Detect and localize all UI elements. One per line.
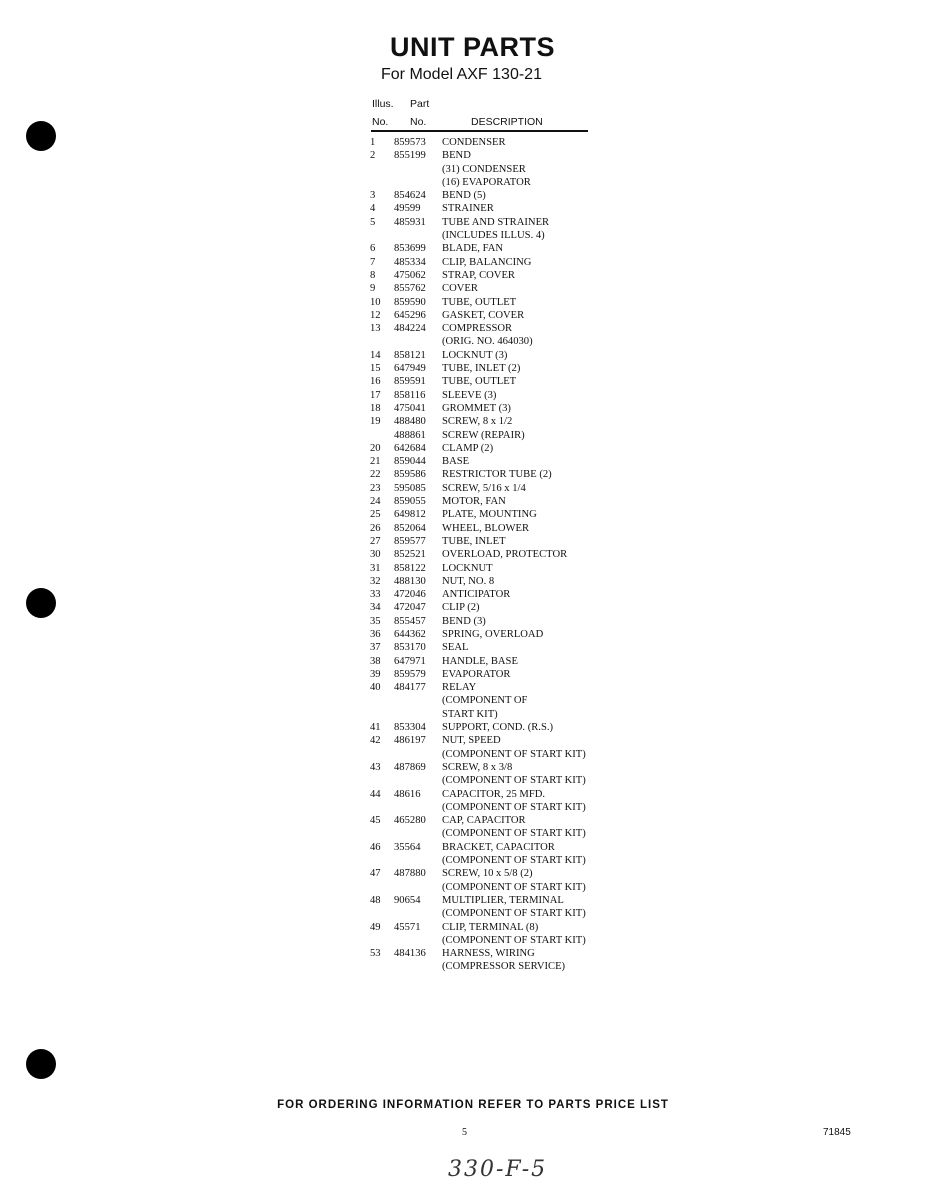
description-line: SCREW, 8 x 3/8 (442, 761, 513, 773)
illus-number: 47 (370, 868, 381, 880)
part-row (370, 216, 630, 243)
part-description (442, 202, 630, 215)
illus-header-bottom: No. (372, 116, 389, 128)
part-number: 48616 (394, 788, 421, 800)
illus-header-top: Illus. (372, 98, 394, 110)
part-number: 858122 (394, 562, 426, 574)
part-row (370, 562, 630, 575)
illus-number: 6 (370, 243, 376, 255)
part-description (442, 575, 630, 588)
description-line: BRACKET, CAPACITOR (442, 841, 555, 853)
part-description (442, 375, 630, 388)
part-number: 465280 (394, 815, 426, 827)
part-description (442, 402, 630, 415)
description-line: LOCKNUT (3) (442, 349, 508, 361)
illus-number: 23 (370, 482, 381, 494)
part-description (442, 429, 630, 442)
description-line: SCREW, 10 x 5/8 (2) (442, 868, 533, 880)
description-line: CAP, CAPACITOR (442, 815, 526, 827)
part-number: 484177 (394, 682, 426, 694)
part-number: 859586 (394, 469, 426, 481)
description-line: PLATE, MOUNTING (442, 509, 537, 521)
part-description (442, 309, 630, 322)
description-line: HANDLE, BASE (442, 655, 518, 667)
part-row (370, 668, 630, 681)
part-description (442, 681, 630, 721)
description-line: BEND (442, 150, 471, 162)
description-line: TUBE AND STRAINER (442, 216, 550, 228)
illus-number: 26 (370, 522, 381, 534)
part-number: 642684 (394, 442, 426, 454)
illus-number: 5 (370, 216, 376, 228)
illus-number: 45 (370, 815, 381, 827)
part-row (370, 535, 630, 548)
part-row (370, 522, 630, 535)
part-description (442, 814, 630, 841)
illus-number: 48 (370, 894, 381, 906)
part-number: 858121 (394, 349, 426, 361)
part-description (442, 641, 630, 654)
description-line: TUBE, OUTLET (442, 376, 517, 388)
part-description (442, 269, 630, 282)
part-description (442, 482, 630, 495)
illus-number: 18 (370, 402, 381, 414)
description-line: TUBE, INLET (2) (442, 363, 521, 375)
illus-number: 49 (370, 921, 381, 933)
part-row (370, 601, 630, 614)
part-number: 855457 (394, 615, 426, 627)
description-line: SEAL (442, 642, 469, 654)
part-row (370, 761, 630, 788)
part-number: 487869 (394, 761, 426, 773)
part-description (442, 947, 630, 974)
document-number: 71845 (823, 1127, 851, 1138)
illus-number: 41 (370, 722, 381, 734)
description-line: STRAP, COVER (442, 269, 515, 281)
part-row (370, 375, 630, 388)
illus-number: 9 (370, 283, 376, 295)
description-line: BEND (5) (442, 190, 486, 202)
part-row (370, 615, 630, 628)
description-line: NUT, SPEED (442, 735, 501, 747)
description-header: DESCRIPTION (471, 116, 543, 128)
part-description (442, 655, 630, 668)
part-row (370, 588, 630, 601)
part-row (370, 894, 630, 921)
part-description (442, 668, 630, 681)
description-line: BEND (3) (442, 615, 486, 627)
illus-number: 22 (370, 469, 381, 481)
part-row (370, 282, 630, 295)
part-row (370, 242, 630, 255)
illus-number: 36 (370, 628, 381, 640)
part-description (442, 841, 630, 868)
part-number: 647971 (394, 655, 426, 667)
description-line: (COMPONENT OF START KIT) (442, 748, 586, 760)
part-row (370, 256, 630, 269)
description-line: CLAMP (2) (442, 442, 494, 454)
part-row (370, 628, 630, 641)
illus-number: 17 (370, 389, 381, 401)
part-number: 484136 (394, 948, 426, 960)
description-line: (COMPONENT OF START KIT) (442, 855, 586, 867)
description-line: RESTRICTOR TUBE (2) (442, 469, 552, 481)
part-description (442, 149, 630, 189)
part-number: 645296 (394, 309, 426, 321)
description-line: (ORIG. NO. 464030) (442, 336, 533, 348)
description-line: (INCLUDES ILLUS. 4) (442, 230, 545, 242)
part-number: 859579 (394, 668, 426, 680)
part-row (370, 468, 630, 481)
binder-hole-top (26, 121, 56, 151)
illus-number: 39 (370, 668, 381, 680)
part-number: 595085 (394, 482, 426, 494)
part-row (370, 575, 630, 588)
part-row (370, 867, 630, 894)
description-line: (COMPONENT OF START KIT) (442, 775, 586, 787)
illus-number: 4 (370, 203, 376, 215)
illus-number: 3 (370, 190, 376, 202)
illus-number: 44 (370, 788, 381, 800)
description-line: COVER (442, 283, 478, 295)
handwritten-note: 330-F-5 (448, 1157, 548, 1182)
part-row (370, 655, 630, 668)
illus-number: 12 (370, 309, 381, 321)
illus-number: 10 (370, 296, 381, 308)
part-description (442, 216, 630, 243)
part-description (442, 242, 630, 255)
part-number: 649812 (394, 509, 426, 521)
part-description (442, 415, 630, 428)
binder-hole-bottom (26, 1049, 56, 1079)
illus-number: 15 (370, 363, 381, 375)
part-row (370, 921, 630, 948)
part-number: 49599 (394, 203, 421, 215)
part-description (442, 734, 630, 761)
illus-number: 13 (370, 323, 381, 335)
part-description (442, 442, 630, 455)
description-line: SLEEVE (3) (442, 389, 497, 401)
illus-number: 27 (370, 535, 381, 547)
part-description (442, 349, 630, 362)
description-line: COMPRESSOR (442, 323, 513, 335)
part-number: 485334 (394, 256, 426, 268)
part-description (442, 322, 630, 349)
illus-number: 19 (370, 416, 381, 428)
illus-number: 7 (370, 256, 376, 268)
part-number: 852064 (394, 522, 426, 534)
part-header-bottom: No. (410, 116, 427, 128)
part-description (442, 601, 630, 614)
description-line: SPRING, OVERLOAD (442, 628, 544, 640)
part-row (370, 442, 630, 455)
part-row (370, 362, 630, 375)
description-line: NUT, NO. 8 (442, 575, 495, 587)
illus-number: 31 (370, 562, 381, 574)
part-row (370, 415, 630, 428)
description-line: (31) CONDENSER (442, 163, 526, 175)
part-description (442, 894, 630, 921)
part-row (370, 349, 630, 362)
part-number: 852521 (394, 549, 426, 561)
illus-number: 1 (370, 137, 376, 148)
part-description (442, 508, 630, 521)
description-line: (COMPONENT OF START KIT) (442, 881, 586, 893)
part-row (370, 508, 630, 521)
part-row (370, 269, 630, 282)
illus-number: 25 (370, 509, 381, 521)
part-number: 475062 (394, 269, 426, 281)
part-number: 855199 (394, 150, 426, 162)
illus-number: 8 (370, 269, 376, 281)
part-row (370, 402, 630, 415)
illus-number: 33 (370, 589, 381, 601)
part-row (370, 455, 630, 468)
description-line: CLIP, BALANCING (442, 256, 532, 268)
description-line: SUPPORT, COND. (R.S.) (442, 722, 554, 734)
illus-number: 37 (370, 642, 381, 654)
description-line: (COMPRESSOR SERVICE) (442, 961, 566, 973)
part-description (442, 468, 630, 481)
part-number: 855762 (394, 283, 426, 295)
illus-number: 16 (370, 376, 381, 388)
part-row (370, 681, 630, 721)
part-description (442, 256, 630, 269)
illus-number: 35 (370, 615, 381, 627)
description-line: SCREW, 8 x 1/2 (442, 416, 513, 428)
part-description (442, 562, 630, 575)
part-row (370, 495, 630, 508)
part-number: 35564 (394, 841, 421, 853)
description-line: ANTICIPATOR (442, 589, 511, 601)
illus-number: 14 (370, 349, 381, 361)
part-row (370, 482, 630, 495)
part-description (442, 535, 630, 548)
description-line: CLIP, TERMINAL (8) (442, 921, 539, 933)
part-number: 485931 (394, 216, 426, 228)
part-row (370, 429, 630, 442)
part-row (370, 734, 630, 761)
part-description (442, 788, 630, 815)
illus-number: 2 (370, 150, 376, 162)
part-row (370, 136, 630, 149)
part-number: 488130 (394, 575, 426, 587)
part-description (442, 189, 630, 202)
description-line: (COMPONENT OF START KIT) (442, 934, 586, 946)
illus-number: 38 (370, 655, 381, 667)
part-number: 854624 (394, 190, 426, 202)
description-line: CONDENSER (442, 137, 506, 148)
parts-list (370, 136, 630, 974)
part-description (442, 867, 630, 894)
ordering-note: FOR ORDERING INFORMATION REFER TO PARTS PRICE LIST (277, 1099, 669, 1111)
part-number: 486197 (394, 735, 426, 747)
description-line: EVAPORATOR (442, 668, 511, 680)
description-line: TUBE, INLET (442, 535, 506, 547)
part-number: 90654 (394, 894, 421, 906)
part-number: 859573 (394, 137, 426, 148)
description-line: BASE (442, 456, 470, 468)
part-number: 859591 (394, 376, 426, 388)
part-number: 859577 (394, 535, 426, 547)
part-row (370, 309, 630, 322)
part-number: 484224 (394, 323, 426, 335)
description-line: (COMPONENT OF START KIT) (442, 801, 586, 813)
part-description (442, 495, 630, 508)
page-number: 5 (462, 1127, 467, 1138)
part-description (442, 282, 630, 295)
part-number: 647949 (394, 363, 426, 375)
illus-number: 34 (370, 602, 381, 614)
description-line: GROMMET (3) (442, 402, 511, 414)
description-line: TUBE, OUTLET (442, 296, 517, 308)
part-number: 45571 (394, 921, 421, 933)
description-line: MOTOR, FAN (442, 496, 506, 508)
part-description (442, 721, 630, 734)
description-line: HARNESS, WIRING (442, 948, 535, 960)
part-description (442, 296, 630, 309)
part-row (370, 389, 630, 402)
description-line: (COMPONENT OF START KIT) (442, 908, 586, 920)
description-line: CLIP (2) (442, 602, 480, 614)
description-line: WHEEL, BLOWER (442, 522, 530, 534)
part-number: 472047 (394, 602, 426, 614)
description-line: (COMPONENT OF (442, 695, 528, 707)
part-row (370, 788, 630, 815)
part-row (370, 814, 630, 841)
part-description (442, 761, 630, 788)
part-row (370, 149, 630, 189)
illus-number: 43 (370, 761, 381, 773)
part-row (370, 322, 630, 349)
illus-number (370, 429, 394, 442)
part-number: 488861 (394, 429, 426, 441)
illus-number: 20 (370, 442, 381, 454)
part-description (442, 588, 630, 601)
model-subtitle: For Model AXF 130-21 (381, 66, 542, 83)
description-line: BLADE, FAN (442, 243, 504, 255)
part-number: 853304 (394, 722, 426, 734)
page-title: UNIT PARTS (390, 32, 555, 62)
part-description (442, 548, 630, 561)
part-row (370, 548, 630, 561)
part-description (442, 522, 630, 535)
description-line: MULTIPLIER, TERMINAL (442, 894, 564, 906)
illus-number: 24 (370, 496, 381, 508)
part-number: 853699 (394, 243, 426, 255)
part-number: 472046 (394, 589, 426, 601)
part-number: 859590 (394, 296, 426, 308)
illus-number: 30 (370, 549, 381, 561)
part-row (370, 202, 630, 215)
description-line: (COMPONENT OF START KIT) (442, 828, 586, 840)
description-line: (16) EVAPORATOR (442, 176, 531, 188)
part-description (442, 628, 630, 641)
binder-hole-middle (26, 588, 56, 618)
part-row (370, 641, 630, 654)
part-number: 853170 (394, 642, 426, 654)
part-row (370, 189, 630, 202)
part-description (442, 136, 630, 149)
part-number: 644362 (394, 628, 426, 640)
description-line: START KIT) (442, 708, 498, 720)
part-row (370, 721, 630, 734)
description-line: STRAINER (442, 203, 494, 215)
header-rule (371, 130, 588, 132)
part-number: 488480 (394, 416, 426, 428)
part-description (442, 362, 630, 375)
illus-number: 40 (370, 682, 381, 694)
description-line: SCREW (REPAIR) (442, 429, 525, 441)
part-description (442, 921, 630, 948)
illus-number: 32 (370, 575, 381, 587)
part-row (370, 947, 630, 974)
description-line: SCREW, 5/16 x 1/4 (442, 482, 526, 494)
description-line: GASKET, COVER (442, 309, 525, 321)
part-number: 859044 (394, 456, 426, 468)
description-line: CAPACITOR, 25 MFD. (442, 788, 546, 800)
illus-number: 53 (370, 948, 381, 960)
illus-number: 42 (370, 735, 381, 747)
part-row (370, 841, 630, 868)
part-number: 475041 (394, 402, 426, 414)
description-line: RELAY (442, 682, 477, 694)
part-number: 858116 (394, 389, 426, 401)
part-description (442, 455, 630, 468)
description-line: OVERLOAD, PROTECTOR (442, 549, 568, 561)
illus-number: 46 (370, 841, 381, 853)
part-description (442, 389, 630, 402)
part-row (370, 296, 630, 309)
illus-number: 21 (370, 456, 381, 468)
part-header-top: Part (410, 98, 430, 110)
part-number: 487880 (394, 868, 426, 880)
part-description (442, 615, 630, 628)
description-line: LOCKNUT (442, 562, 493, 574)
part-number: 859055 (394, 496, 426, 508)
